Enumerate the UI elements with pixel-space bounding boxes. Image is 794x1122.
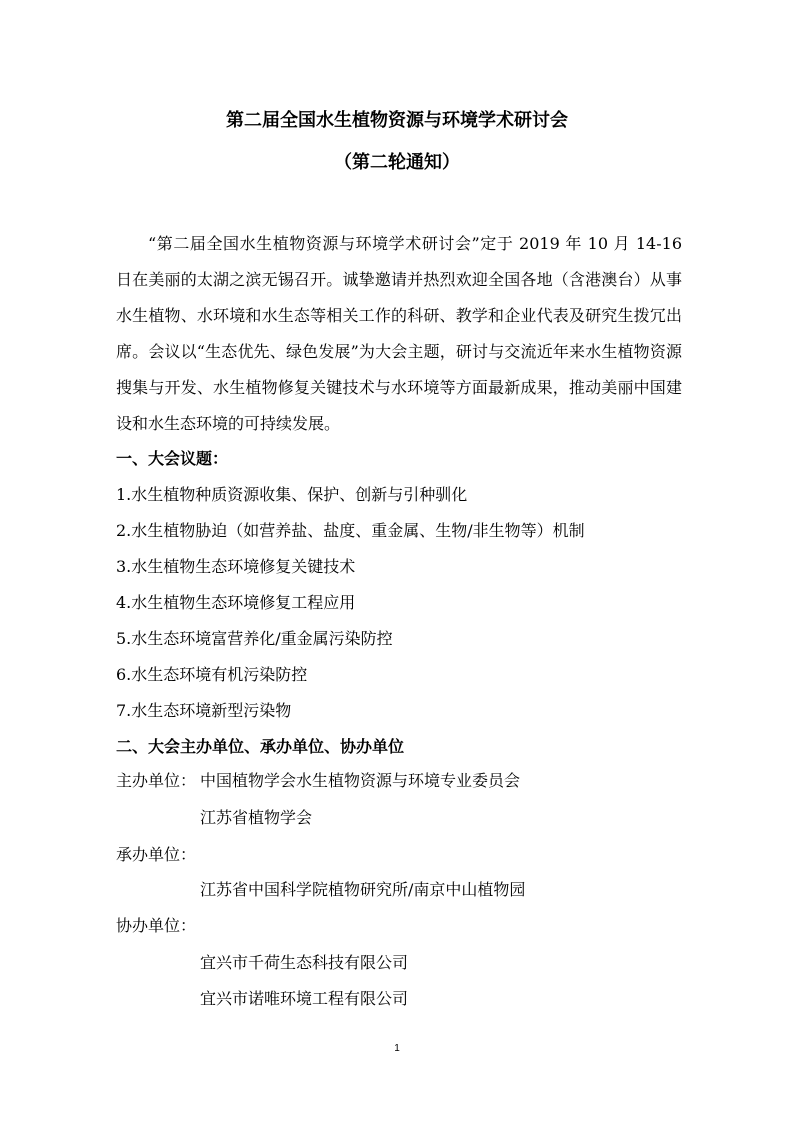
document-subtitle: （第二轮通知）: [334, 152, 460, 173]
section-heading-organizers: 二、大会主办单位、承办单位、协办单位: [116, 737, 405, 756]
intro-paragraph: “第二届全国水生植物资源与环境学术研讨会”定于 2019 年 10 月 14-16 日在美丽的太湖之滨无锡召开。诚挚邀请并热烈欢迎全国各地（含港澳台）从事水生植物、水环境和水生态等相关工作的科研、教学和企业代表及研究生拨冗出席。会议以“生态优先、绿色发展”为大会主题，研讨与交流近年来水生植物资源搜集与开发、水生植物修复关键技术与水环境等方面最新成果，推动美丽中国建设和水生态环境的可持续发展。: [116, 234, 682, 433]
coorganizer-unit: 宜兴市诺唯环境工程有限公司: [200, 989, 409, 1008]
topic-item: 3.水生植物生态环境修复关键技术: [116, 557, 356, 576]
document-title: 第二届全国水生植物资源与环境学术研讨会: [226, 110, 568, 131]
coorganizer-label: 协办单位：: [116, 916, 197, 935]
coorganizer-unit: 宜兴市千荷生态科技有限公司: [200, 953, 409, 972]
topic-item: 2.水生植物胁迫（如营养盐、盐度、重金属、生物/非生物等）机制: [116, 521, 585, 540]
organizer-label: 承办单位：: [116, 845, 197, 864]
topic-item: 6.水生态环境有机污染防控: [116, 665, 308, 684]
section-heading-topics: 一、大会议题：: [116, 449, 229, 468]
topic-item: 7.水生态环境新型污染物: [116, 701, 292, 720]
organizer-unit: 江苏省中国科学院植物研究所/南京中山植物园: [200, 880, 526, 899]
topic-item: 4.水生植物生态环境修复工程应用: [116, 593, 356, 612]
topic-item: 5.水生态环境富营养化/重金属污染防控: [116, 629, 393, 648]
topic-item: 1.水生植物种质资源收集、保护、创新与引种驯化: [116, 485, 468, 504]
host-unit: 中国植物学会水生植物资源与环境专业委员会: [200, 771, 521, 790]
host-label: 主办单位：: [116, 771, 197, 790]
host-unit: 江苏省植物学会: [200, 808, 313, 827]
page-number: 1: [394, 1043, 400, 1054]
